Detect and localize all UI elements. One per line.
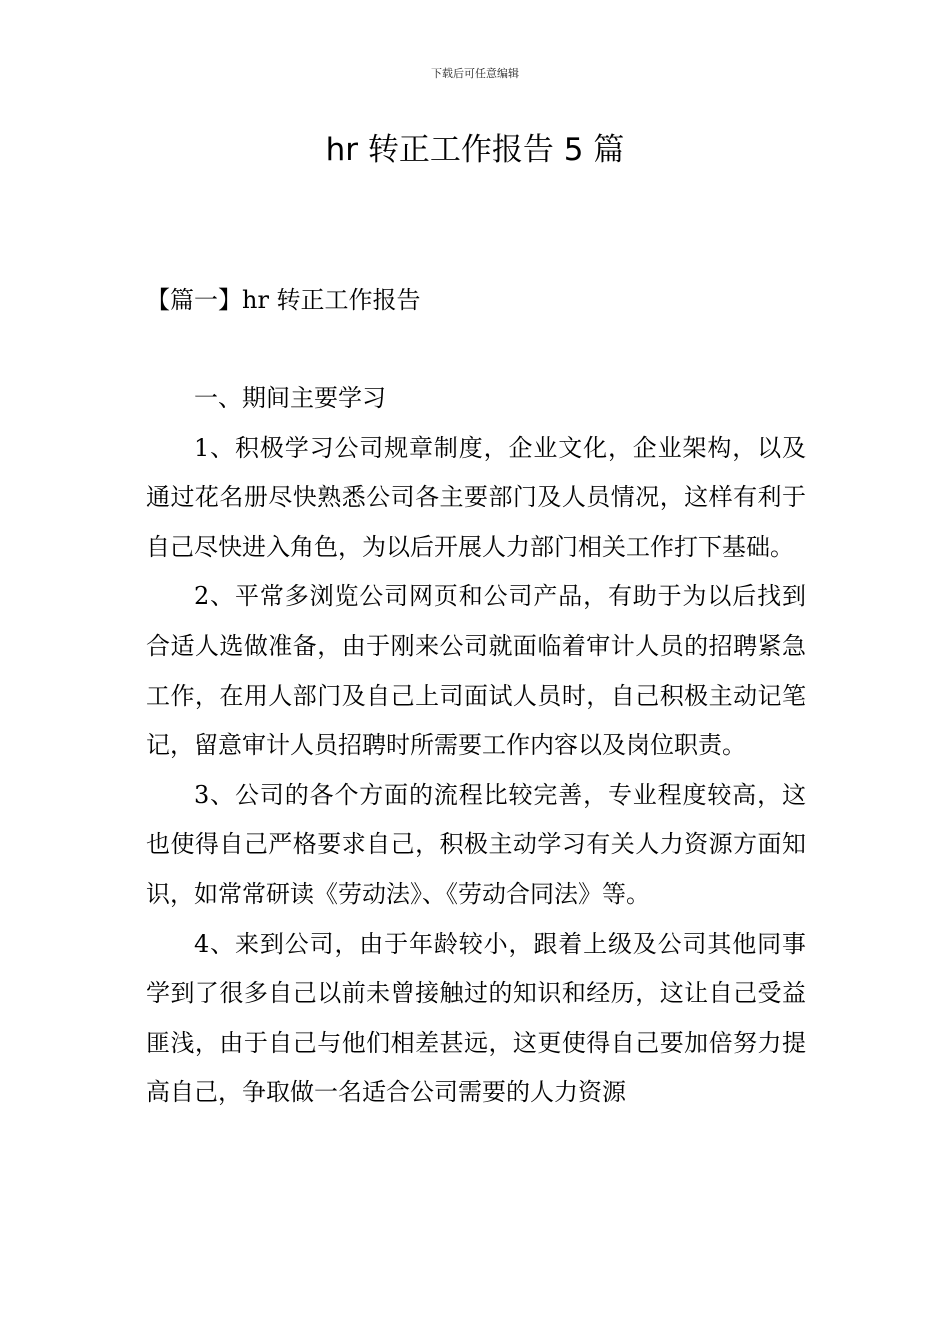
body-paragraph-3: 3、公司的各个方面的流程比较完善，专业程度较高，这也使得自己严格要求自己，积极主动学习有关人力资源方面知识，如常常研读《劳动法》、《劳动合同法》等。 (146, 780, 806, 908)
header-note: 下载后可任意编辑 (431, 67, 519, 80)
body-paragraph-2: 2、平常多浏览公司网页和公司产品，有助于为以后找到合适人选做准备，由于刚来公司就面临着审计人员的招聘紧急工作，在用人部门及自己上司面试人员时，自己积极主动记笔记，留意审计人员招聘时所需要工作内容以及岗位职责。 (146, 582, 806, 760)
document-title: hr 转正工作报告 5 篇 (325, 132, 625, 168)
document-body (146, 374, 806, 1118)
subsection-heading: 一、期间主要学习 (194, 384, 386, 412)
body-paragraph-4: 4、来到公司，由于年龄较小，跟着上级及公司其他同事学到了很多自己以前未曾接触过的知识和经历，这让自己受益匪浅，由于自己与他们相差甚远，这更使得自己要加倍努力提高自己，争取做一名适合公司需要的人力资源 (146, 929, 806, 1107)
body-paragraph-1: 1、积极学习公司规章制度，企业文化，企业架构，以及通过花名册尽快熟悉公司各主要部门及人员情况，这样有利于自己尽快进入角色，为以后开展人力部门相关工作打下基础。 (146, 433, 806, 561)
section-heading: 【篇一】hr 转正工作报告 (146, 286, 421, 314)
